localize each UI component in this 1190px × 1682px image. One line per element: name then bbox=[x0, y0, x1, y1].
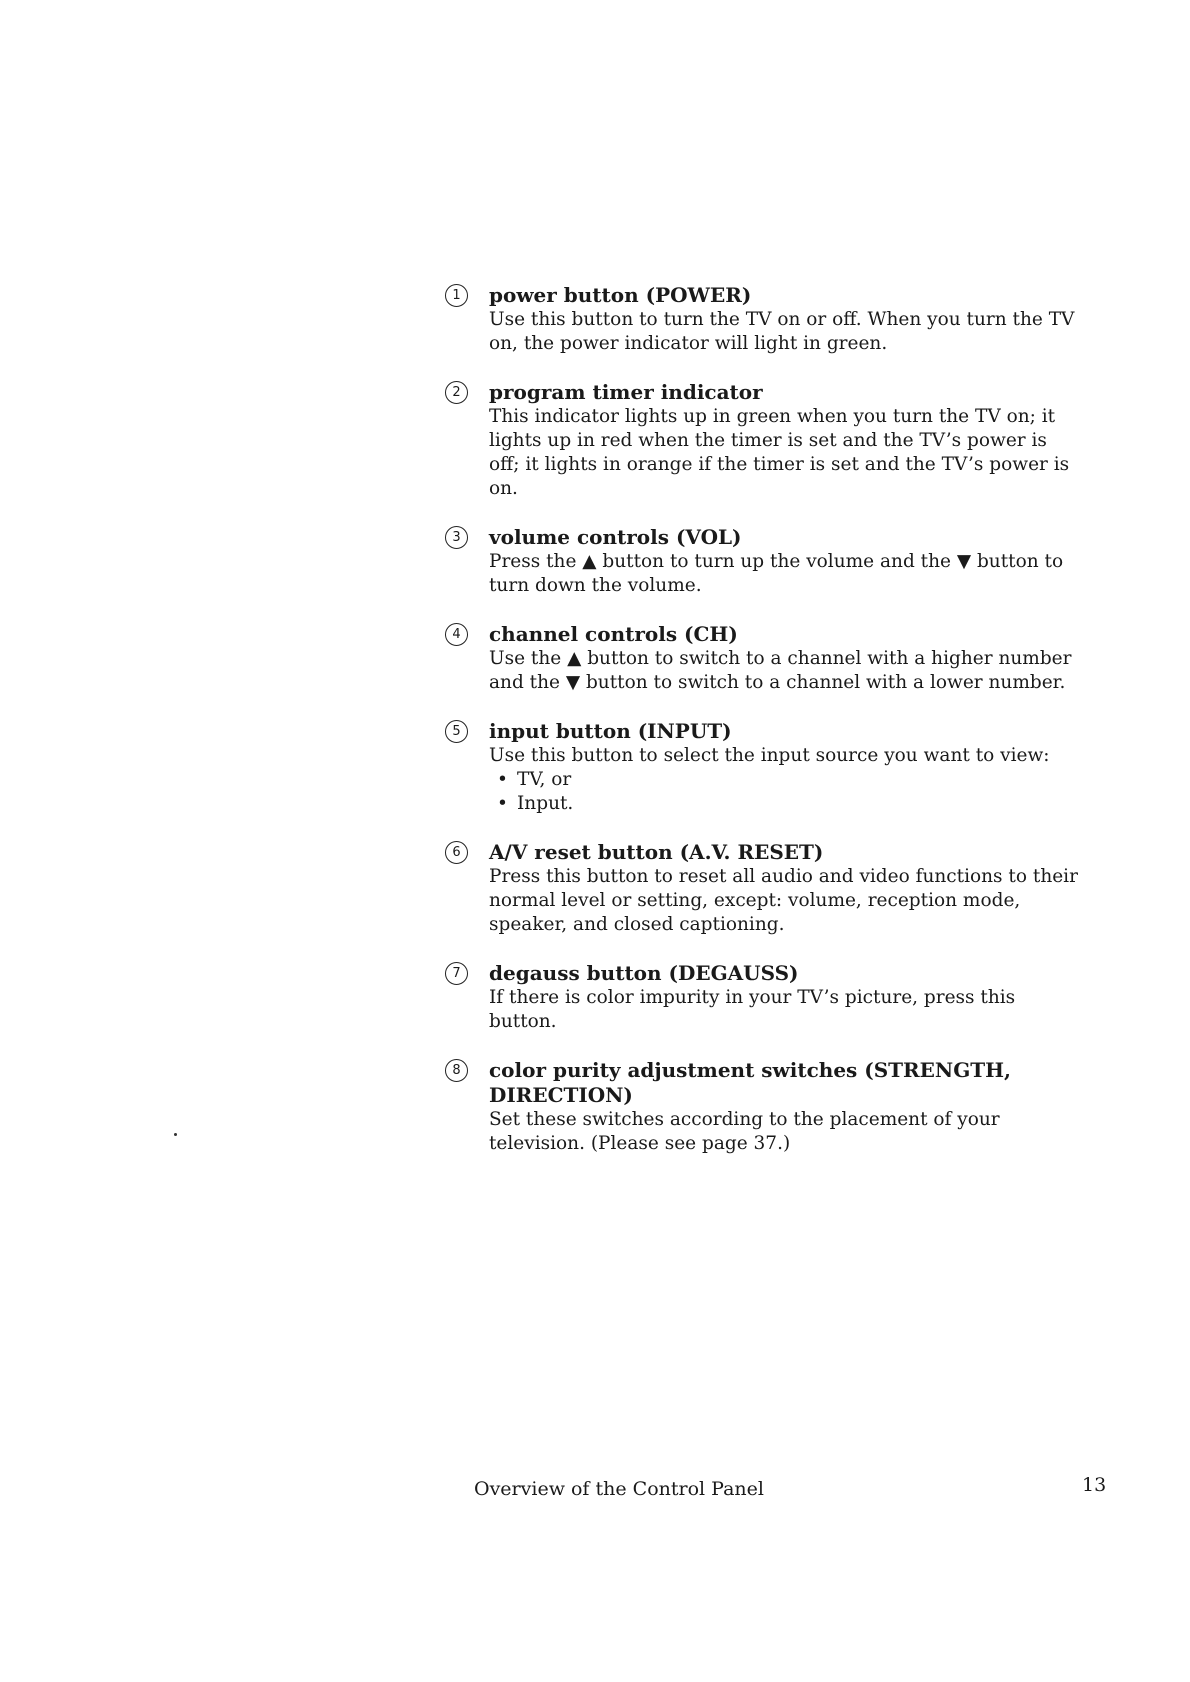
item-number-badge: 3 bbox=[445, 526, 468, 549]
item-description: This indicator lights up in green when you turn the TV on; it lights up in red when the timer is set and the TV’s power is off; it lights in orange if the timer is set and the TV’s power is on. bbox=[489, 406, 1070, 499]
item-input-button bbox=[443, 719, 1083, 816]
page-number: 13 bbox=[1082, 1474, 1107, 1496]
item-channel-controls bbox=[443, 622, 1083, 695]
item-heading: program timer indicator bbox=[489, 380, 763, 404]
item-description: Use the ▲ button to switch to a channel with a higher number and the ▼ button to switch to a channel with a lower number. bbox=[489, 648, 1072, 693]
item-degauss-button bbox=[443, 961, 1083, 1034]
item-heading: input button (INPUT) bbox=[489, 719, 732, 743]
item-description: Use this button to turn the TV on or off. When you turn the TV on, the power indicator will light in green. bbox=[489, 309, 1075, 354]
item-number-badge: 7 bbox=[445, 962, 468, 985]
item-heading: A/V reset button (A.V. RESET) bbox=[489, 840, 824, 864]
item-number-badge: 1 bbox=[445, 284, 468, 307]
item-color-purity-switches bbox=[443, 1058, 1083, 1156]
item-heading: color purity adjustment switches (STRENGTH, DIRECTION) bbox=[489, 1058, 1012, 1107]
scan-speck bbox=[174, 1133, 177, 1136]
item-program-timer-indicator bbox=[443, 380, 1083, 501]
item-number-badge: 8 bbox=[445, 1059, 468, 1082]
item-number-badge: 4 bbox=[445, 623, 468, 646]
item-number-badge: 6 bbox=[445, 841, 468, 864]
item-heading: degauss button (DEGAUSS) bbox=[489, 961, 799, 985]
item-av-reset-button bbox=[443, 840, 1083, 937]
item-description: Press the ▲ button to turn up the volume and the ▼ button to turn down the volume. bbox=[489, 551, 1064, 596]
item-volume-controls bbox=[443, 525, 1083, 598]
control-panel-description-list bbox=[443, 283, 1083, 1180]
footer-section-title: Overview of the Control Panel bbox=[474, 1478, 764, 1500]
item-number-badge: 2 bbox=[445, 381, 468, 404]
item-description: Use this button to select the input source you want to view: bbox=[489, 745, 1050, 766]
item-description: If there is color impurity in your TV’s picture, press this button. bbox=[489, 987, 1016, 1032]
item-heading: volume controls (VOL) bbox=[489, 525, 742, 549]
item-heading: power button (POWER) bbox=[489, 283, 752, 307]
item-description: Press this button to reset all audio and video functions to their normal level or setting, except: volume, reception mode, speaker, and closed captioning. bbox=[489, 866, 1078, 935]
item-description: Set these switches according to the placement of your television. (Please see page 37.) bbox=[489, 1109, 1000, 1154]
input-source-list bbox=[489, 768, 1083, 816]
item-number-badge: 5 bbox=[445, 720, 468, 743]
list-item: • Input. bbox=[497, 792, 1083, 816]
item-heading: channel controls (CH) bbox=[489, 622, 738, 646]
item-power-button bbox=[443, 283, 1083, 356]
list-item: • TV, or bbox=[497, 768, 1083, 792]
